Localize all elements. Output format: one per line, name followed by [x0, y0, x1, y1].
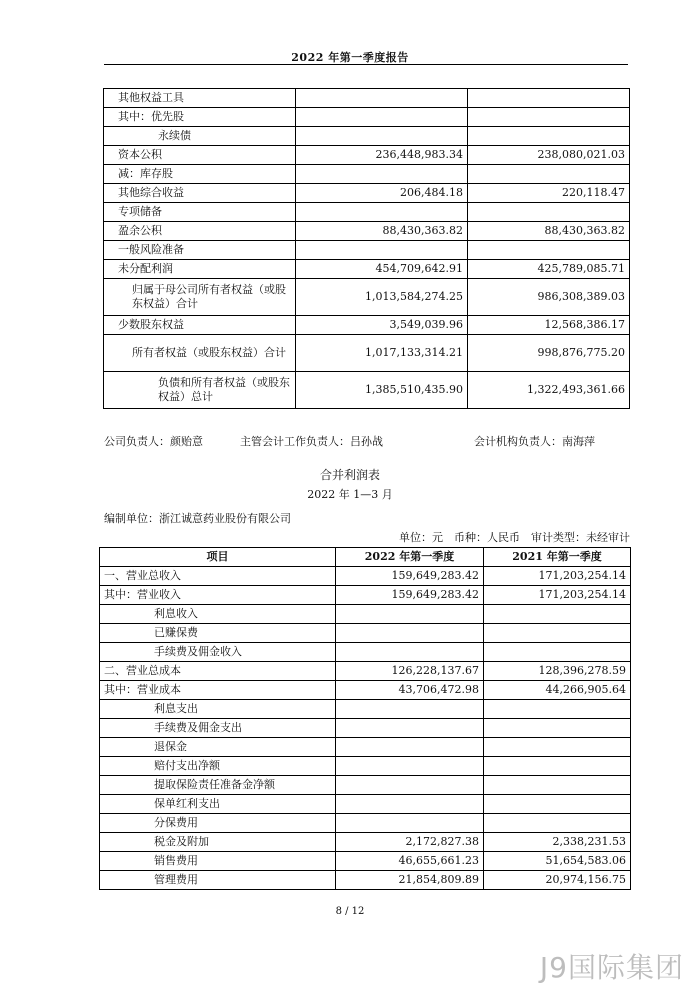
value-2021 [484, 605, 631, 624]
value-2021 [468, 203, 630, 222]
accounting-head-signature: 主管会计工作负责人：吕孙战 [240, 435, 383, 448]
value-2022 [336, 719, 484, 738]
row-label: 归属于母公司所有者权益（或股东权益）合计 [104, 279, 296, 316]
value-2021: 986,308,389.03 [468, 279, 630, 316]
value-2022: 1,385,510,435.90 [296, 372, 468, 409]
value-2022 [296, 241, 468, 260]
value-2021: 425,789,085.71 [468, 260, 630, 279]
table-row [104, 372, 630, 409]
table-row [104, 222, 630, 241]
report-header-title: 2022 年第一季度报告 [291, 51, 409, 64]
value-2022 [296, 127, 468, 146]
preparing-entity: 编制单位：浙江诚意药业股份有限公司 [104, 512, 291, 525]
value-2021: 51,654,583.06 [484, 852, 631, 871]
value-2021: 12,568,386.17 [468, 316, 630, 335]
value-2022 [296, 203, 468, 222]
value-2022: 159,649,283.42 [336, 567, 484, 586]
income-statement-title: 合并利润表 [319, 468, 380, 482]
legal-rep-signature: 公司负责人：颜贻意 [104, 435, 203, 448]
value-2022: 88,430,363.82 [296, 222, 468, 241]
value-2022: 1,017,133,314.21 [296, 335, 468, 372]
value-2021 [468, 241, 630, 260]
value-2022 [296, 89, 468, 108]
row-label: 减：库存股 [104, 165, 296, 184]
value-2022 [296, 165, 468, 184]
row-label: 手续费及佣金收入 [100, 643, 336, 662]
value-2021: 220,118.47 [468, 184, 630, 203]
table-row [104, 241, 630, 260]
table-row [100, 586, 631, 605]
value-2021: 238,080,021.03 [468, 146, 630, 165]
value-2022 [336, 738, 484, 757]
balance-sheet-table [103, 88, 630, 409]
row-label: 提取保险责任准备金净额 [100, 776, 336, 795]
value-2022 [336, 624, 484, 643]
value-2022: 159,649,283.42 [336, 586, 484, 605]
table-row [104, 203, 630, 222]
value-2022 [336, 776, 484, 795]
value-2021 [484, 814, 631, 833]
row-label: 其中：营业成本 [100, 681, 336, 700]
income-statement-table [99, 547, 631, 890]
row-label: 保单红利支出 [100, 795, 336, 814]
value-2021 [484, 624, 631, 643]
value-2022: 236,448,983.34 [296, 146, 468, 165]
row-label: 未分配利润 [104, 260, 296, 279]
income-statement-header-row [100, 548, 631, 567]
table-row [100, 643, 631, 662]
value-2022 [336, 700, 484, 719]
row-label: 永续债 [104, 127, 296, 146]
value-2022 [336, 643, 484, 662]
row-label: 税金及附加 [100, 833, 336, 852]
value-2022 [296, 108, 468, 127]
header-rule [104, 64, 628, 65]
value-2022: 2,172,827.38 [336, 833, 484, 852]
table-row [104, 165, 630, 184]
row-label: 销售费用 [100, 852, 336, 871]
row-label: 一般风险准备 [104, 241, 296, 260]
table-row [104, 127, 630, 146]
value-2022 [336, 795, 484, 814]
unit-currency-audit-line: 单位：元 币种：人民币 审计类型：未经审计 [399, 531, 630, 544]
row-label: 资本公积 [104, 146, 296, 165]
value-2022: 43,706,472.98 [336, 681, 484, 700]
value-2021: 1,322,493,361.66 [468, 372, 630, 409]
value-2021 [484, 719, 631, 738]
value-2022: 1,013,584,274.25 [296, 279, 468, 316]
table-row [100, 757, 631, 776]
value-2021: 171,203,254.14 [484, 586, 631, 605]
value-2021 [484, 757, 631, 776]
row-label: 退保金 [100, 738, 336, 757]
value-2022: 126,228,137.67 [336, 662, 484, 681]
value-2022: 46,655,661.23 [336, 852, 484, 871]
value-2022: 21,854,809.89 [336, 871, 484, 890]
table-row [100, 567, 631, 586]
row-label: 少数股东权益 [104, 316, 296, 335]
value-2022: 3,549,039.96 [296, 316, 468, 335]
value-2021: 171,203,254.14 [484, 567, 631, 586]
table-row [100, 662, 631, 681]
table-row [100, 871, 631, 890]
value-2021: 128,396,278.59 [484, 662, 631, 681]
table-row [104, 89, 630, 108]
table-row [100, 776, 631, 795]
table-row [100, 852, 631, 871]
value-2021 [484, 795, 631, 814]
value-2022 [336, 814, 484, 833]
row-label: 利息收入 [100, 605, 336, 624]
row-label: 二、营业总成本 [100, 662, 336, 681]
row-label: 分保费用 [100, 814, 336, 833]
table-row [100, 681, 631, 700]
table-row [104, 184, 630, 203]
value-2022 [336, 757, 484, 776]
row-label: 已赚保费 [100, 624, 336, 643]
row-label: 其中：营业收入 [100, 586, 336, 605]
value-2022 [336, 605, 484, 624]
page-number: 8 / 12 [335, 906, 365, 917]
watermark-logo-text: J9国际集团 [539, 951, 684, 984]
value-2021 [484, 643, 631, 662]
row-label: 盈余公积 [104, 222, 296, 241]
value-2021 [468, 108, 630, 127]
column-header-item: 项目 [100, 548, 336, 567]
table-row [104, 279, 630, 316]
value-2021: 998,876,775.20 [468, 335, 630, 372]
value-2022: 206,484.18 [296, 184, 468, 203]
value-2022: 454,709,642.91 [296, 260, 468, 279]
table-row [104, 335, 630, 372]
value-2021: 44,266,905.64 [484, 681, 631, 700]
accounting-org-head-signature: 会计机构负责人：南海萍 [474, 435, 595, 448]
value-2021 [468, 165, 630, 184]
table-row [104, 316, 630, 335]
row-label: 其他综合收益 [104, 184, 296, 203]
row-label: 管理费用 [100, 871, 336, 890]
value-2021 [484, 738, 631, 757]
row-label: 其他权益工具 [104, 89, 296, 108]
table-row [104, 108, 630, 127]
row-label: 其中：优先股 [104, 108, 296, 127]
column-header-2022q1: 2022 年第一季度 [336, 548, 484, 567]
table-row [104, 260, 630, 279]
value-2021 [484, 776, 631, 795]
value-2021: 2,338,231.53 [484, 833, 631, 852]
table-row [100, 738, 631, 757]
table-row [100, 814, 631, 833]
table-row [100, 795, 631, 814]
row-label: 负债和所有者权益（或股东权益）总计 [104, 372, 296, 409]
row-label: 利息支出 [100, 700, 336, 719]
table-row [104, 146, 630, 165]
row-label: 赔付支出净额 [100, 757, 336, 776]
value-2021 [484, 700, 631, 719]
value-2021: 88,430,363.82 [468, 222, 630, 241]
income-statement-period: 2022 年 1—3 月 [307, 488, 393, 501]
value-2021 [468, 127, 630, 146]
table-row [100, 719, 631, 738]
row-label: 所有者权益（或股东权益）合计 [104, 335, 296, 372]
column-header-2021q1: 2021 年第一季度 [484, 548, 631, 567]
table-row [100, 624, 631, 643]
table-row [100, 700, 631, 719]
value-2021: 20,974,156.75 [484, 871, 631, 890]
row-label: 一、营业总收入 [100, 567, 336, 586]
row-label: 专项储备 [104, 203, 296, 222]
table-row [100, 833, 631, 852]
row-label: 手续费及佣金支出 [100, 719, 336, 738]
table-row [100, 605, 631, 624]
value-2021 [468, 89, 630, 108]
